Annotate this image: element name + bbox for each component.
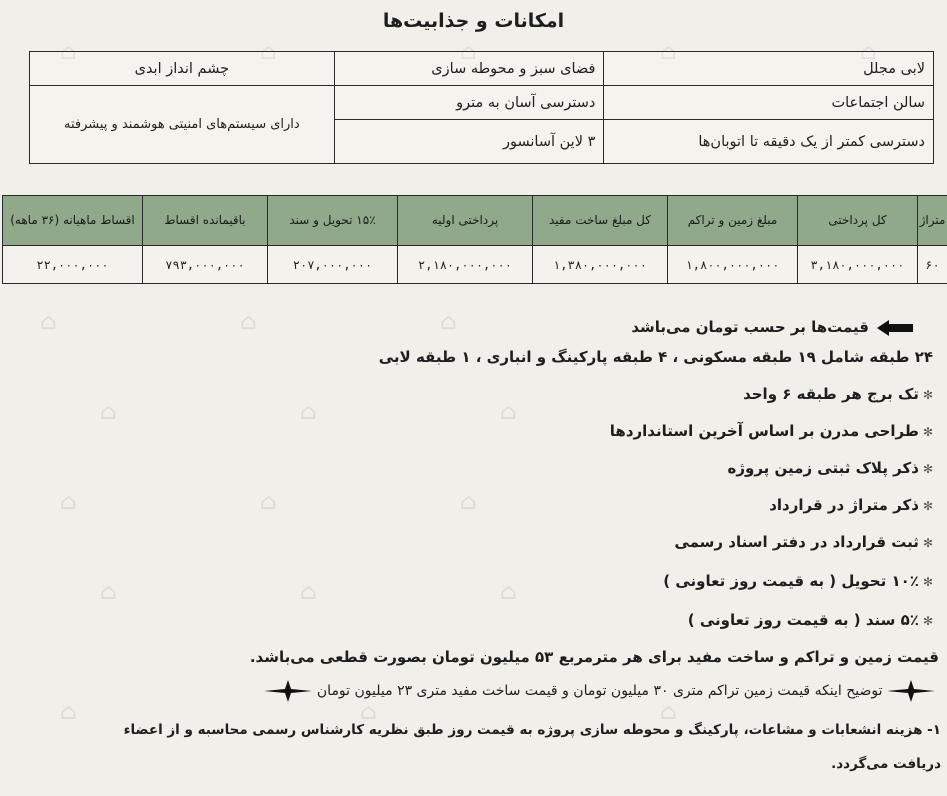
- footnote-line: ۱- هزینه انشعابات و مشاعات، پارکینگ و محوطه سازی پروژه به قیمت روز طبق نظریه کارشناس رسمی محاسبه و از اعضاء: [123, 722, 941, 738]
- table-row: [30, 52, 934, 86]
- feature-cell: دارای سیستم‌های امنیتی هوشمند و پیشرفته: [30, 86, 335, 164]
- column-header: کل مبلغ ساخت مفید: [533, 196, 668, 246]
- column-header: کل پرداختی: [798, 196, 918, 246]
- bullet-icon: ✻: [922, 614, 933, 628]
- table-cell: ۷۹۳,۰۰۰,۰۰۰: [143, 246, 268, 284]
- table-row: [3, 246, 947, 284]
- prices-table: [2, 195, 947, 284]
- bullet-icon: ✻: [922, 388, 933, 402]
- list-item: ✻ذکر متراژ در قرارداد: [769, 496, 933, 514]
- bullet-icon: ✻: [922, 536, 933, 550]
- floors-note: ۲۴ طبقه شامل ۱۹ طبقه مسکونی ، ۴ طبقه پارکینگ و انباری ، ۱ طبقه لابی: [378, 348, 933, 366]
- footnote-line: دریافت می‌گردد.: [831, 756, 941, 772]
- list-item: ✻طراحی مدرن بر اساس آخرین استانداردها: [609, 422, 933, 440]
- bullet-icon: ✻: [922, 575, 933, 589]
- list-item: ✻ثبت قرارداد در دفتر اسناد رسمی: [674, 533, 933, 551]
- bullet-icon: ✻: [922, 462, 933, 476]
- features-table: [29, 51, 934, 164]
- table-cell: ۶۰: [918, 246, 947, 284]
- page-title: امکانات و جذابیت‌ها: [382, 10, 565, 32]
- currency-text: قیمت‌ها بر حسب تومان می‌باشد: [631, 318, 869, 336]
- table-cell: ۱,۳۸۰,۰۰۰,۰۰۰: [533, 246, 668, 284]
- column-header: باقیمانده اقساط: [143, 196, 268, 246]
- list-item: ✻ذکر پلاک ثبتی زمین پروژه: [727, 459, 933, 477]
- feature-cell: دسترسی آسان به مترو: [334, 86, 604, 120]
- feature-cell: فضای سبز و محوطه سازی: [334, 52, 604, 86]
- bullet-icon: ✻: [922, 499, 933, 513]
- column-header: مبلغ زمین و تراکم: [668, 196, 798, 246]
- column-header: اقساط ماهیانه (۳۶ ماهه): [3, 196, 143, 246]
- explanation-note: توضیح اینکه قیمت زمین تراکم متری ۳۰ میلیون تومان و قیمت ساخت مفید متری ۲۳ میلیون تومان: [264, 680, 935, 702]
- feature-cell: ۳ لاین آسانسور: [334, 120, 604, 164]
- list-item: ✻۱۰٪ تحویل ( به قیمت روز تعاونی ): [663, 572, 933, 590]
- four-point-star-icon: [887, 680, 935, 702]
- column-header: ۱۵٪ تحویل و سند: [268, 196, 398, 246]
- table-cell: ۲۰۷,۰۰۰,۰۰۰: [268, 246, 398, 284]
- feature-cell: سالن اجتماعات: [604, 86, 934, 120]
- table-row: [30, 86, 934, 120]
- feature-cell: چشم انداز ابدی: [30, 52, 335, 86]
- currency-note: [631, 318, 913, 336]
- table-cell: ۲۲,۰۰۰,۰۰۰: [3, 246, 143, 284]
- list-item: ✻۵٪ سند ( به قیمت روز تعاونی ): [687, 611, 933, 629]
- table-cell: ۱,۸۰۰,۰۰۰,۰۰۰: [668, 246, 798, 284]
- table-header-row: [3, 196, 947, 246]
- table-cell: ۲,۱۸۰,۰۰۰,۰۰۰: [398, 246, 533, 284]
- table-cell: ۳,۱۸۰,۰۰۰,۰۰۰: [798, 246, 918, 284]
- price-statement: قیمت زمین و تراکم و ساخت مفید برای هر مترمربع ۵۳ میلیون تومان بصورت قطعی می‌باشد.: [249, 648, 939, 666]
- bullet-icon: ✻: [922, 425, 933, 439]
- list-item: ✻تک برج هر طبقه ۶ واحد: [743, 385, 933, 403]
- column-header: متراژ: [918, 196, 947, 246]
- four-point-star-icon: [264, 680, 312, 702]
- background-watermark: ⌂ ⌂ ⌂ ⌂ ⌂ ⌂ ⌂ ⌂ ⌂ ⌂ ⌂ ⌂ ⌂ ⌂ ⌂ ⌂ ⌂ ⌂ ⌂ ⌂: [40, 40, 877, 725]
- arrow-left-icon: [877, 320, 913, 336]
- column-header: پرداختی اولیه: [398, 196, 533, 246]
- feature-cell: دسترسی کمتر از یک دقیقه تا اتوبان‌ها: [604, 120, 934, 164]
- feature-cell: لابی مجلل: [604, 52, 934, 86]
